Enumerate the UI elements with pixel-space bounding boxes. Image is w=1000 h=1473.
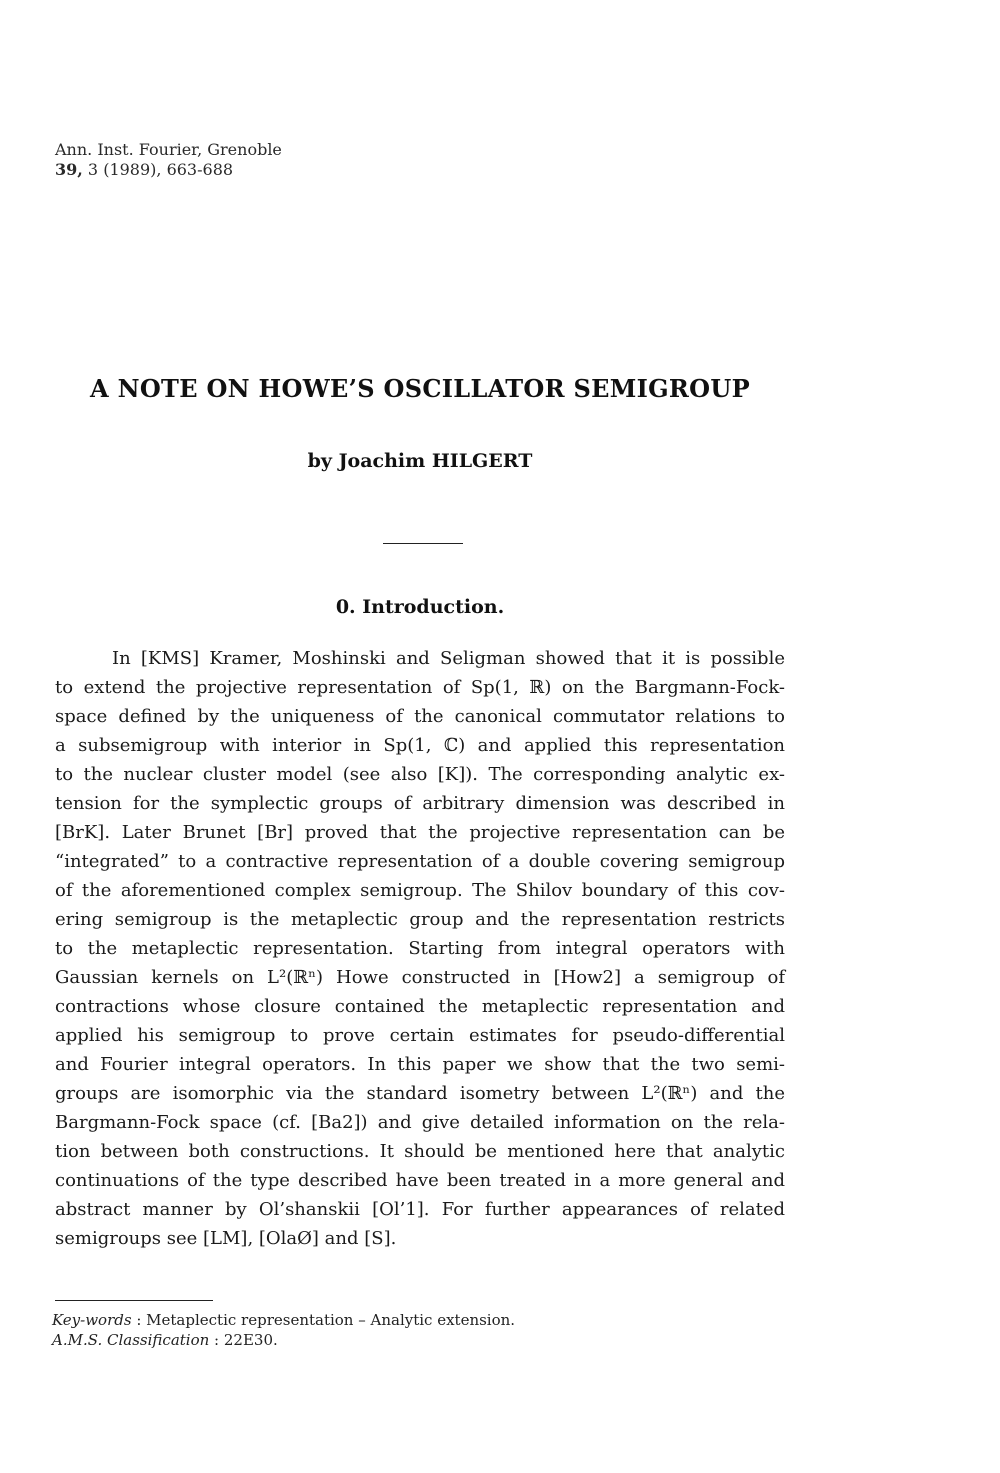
text-line: contractions whose closure contained the metaplectic representation and <box>55 996 785 1017</box>
ams-classification-footnote <box>52 1330 515 1350</box>
footnotes <box>52 1310 515 1350</box>
paper-title: A NOTE ON HOWE’S OSCILLATOR SEMIGROUP <box>90 374 750 403</box>
text-line: continuations of the type described have been treated in a more general and <box>55 1170 785 1191</box>
text-line: a subsemigroup with interior in Sp(1, ℂ) and applied this representation <box>55 735 785 756</box>
section-heading: 0. Introduction. <box>335 596 505 618</box>
journal-volume: 39, <box>55 160 83 179</box>
introduction-paragraph <box>55 644 785 1253</box>
text-line: tension for the symplectic groups of arbitrary dimension was described in <box>55 793 785 814</box>
journal-volume-line <box>55 160 282 180</box>
keywords-text: : Metaplectic representation – Analytic extension. <box>131 1311 516 1329</box>
text-line: space defined by the uniqueness of the canonical commutator relations to <box>55 706 785 727</box>
text-line: “integrated” to a contractive representation of a double covering semigroup <box>55 851 785 872</box>
text-line: Bargmann-Fock space (cf. [Ba2]) and give detailed information on the rela- <box>55 1112 785 1133</box>
ams-text: : 22E30. <box>209 1331 278 1349</box>
text-line: semigroups see [LM], [OlaØ] and [S]. <box>55 1228 397 1249</box>
text-line: In [KMS] Kramer, Moshinski and Seligman showed that it is possible <box>112 648 785 669</box>
text-line: Gaussian kernels on L²(ℝⁿ) Howe constructed in [How2] a semigroup of <box>55 967 785 988</box>
paper-author: by Joachim HILGERT <box>307 450 533 472</box>
ams-label: A.M.S. Classification <box>52 1331 210 1349</box>
text-line: and Fourier integral operators. In this paper we show that the two semi- <box>55 1054 785 1075</box>
journal-issue-pages: 3 (1989), 663-688 <box>82 160 234 179</box>
text-line: ering semigroup is the metaplectic group and the representation restricts <box>55 909 785 930</box>
text-line: applied his semigroup to prove certain estimates for pseudo-differential <box>55 1025 785 1046</box>
text-line: tion between both constructions. It should be mentioned here that analytic <box>55 1141 785 1162</box>
text-line: [BrK]. Later Brunet [Br] proved that the projective representation can be <box>55 822 785 843</box>
title-divider <box>383 543 463 544</box>
keywords-label: Key-words <box>52 1311 132 1329</box>
text-line: of the aforementioned complex semigroup. The Shilov boundary of this cov- <box>55 880 785 901</box>
text-line: to the nuclear cluster model (see also [K]). The corresponding analytic ex- <box>55 764 785 785</box>
text-line: to the metaplectic representation. Starting from integral operators with <box>55 938 785 959</box>
journal-header <box>55 140 282 180</box>
text-line: abstract manner by Ol’shanskii [Ol’1]. For further appearances of related <box>55 1199 785 1220</box>
text-line: groups are isomorphic via the standard isometry between L²(ℝⁿ) and the <box>55 1083 785 1104</box>
journal-name: Ann. Inst. Fourier, Grenoble <box>55 140 282 159</box>
footnote-divider <box>55 1300 213 1301</box>
text-line: to extend the projective representation of Sp(1, ℝ) on the Bargmann-Fock- <box>55 677 785 698</box>
keywords-footnote <box>52 1310 515 1330</box>
